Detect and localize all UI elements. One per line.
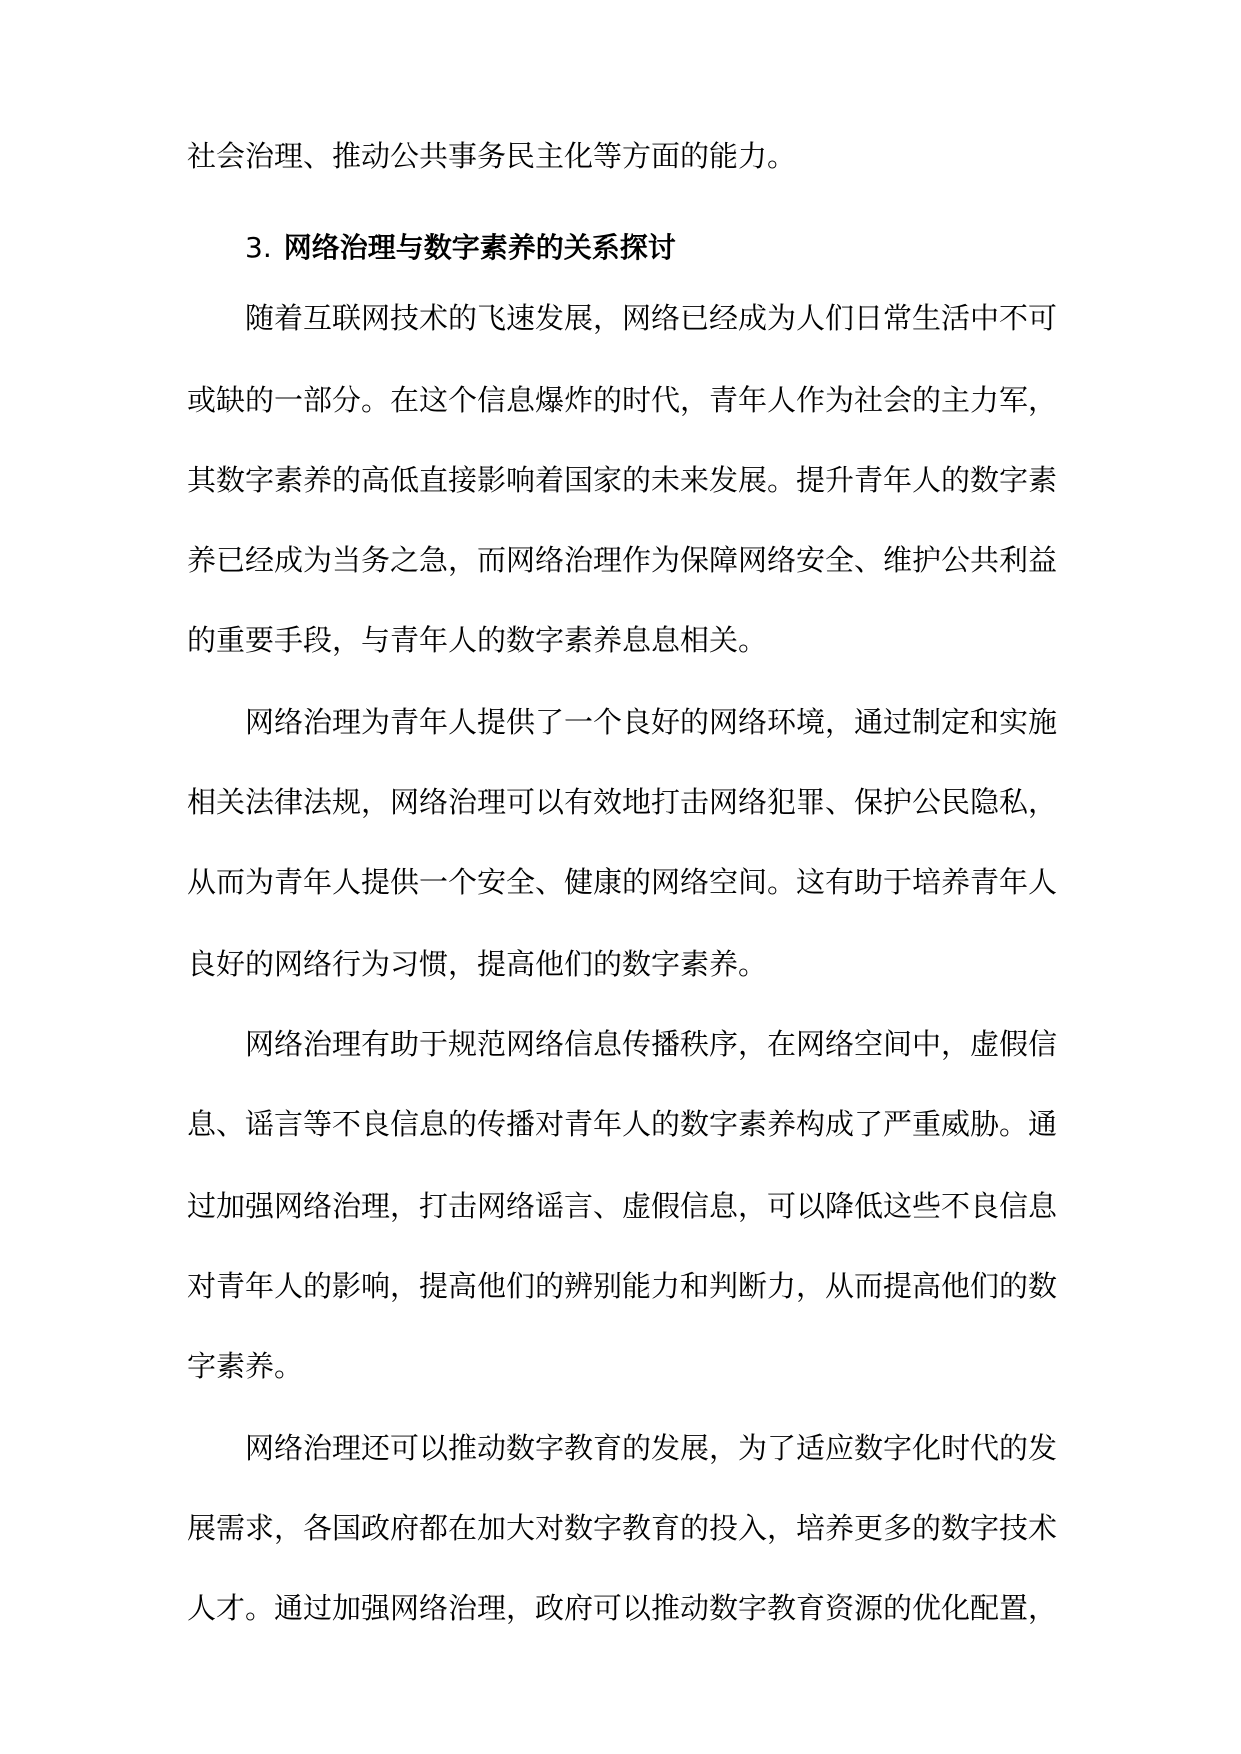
paragraph-line: 社会治理、推动公共事务民主化等方面的能力。 [187,139,797,173]
paragraph-line: 网络治理为青年人提供了一个良好的网络环境，通过制定和实施 [245,705,1058,739]
paragraph-line: 随着互联网技术的飞速发展，网络已经成为人们日常生活中不可 [245,301,1058,335]
paragraph-line: 从而为青年人提供一个安全、健康的网络空间。这有助于培养青年人 [187,865,1058,899]
paragraph-line: 过加强网络治理，打击网络谣言、虚假信息，可以降低这些不良信息 [187,1189,1058,1223]
section-number: 3. [245,231,272,264]
paragraph-line: 的重要手段，与青年人的数字素养息息相关。 [187,623,768,657]
section-title: 网络治理与数字素养的关系探讨 [283,231,676,264]
paragraph-line: 人才。通过加强网络治理，政府可以推动数字教育资源的优化配置， [187,1591,1058,1625]
paragraph-line: 或缺的一部分。在这个信息爆炸的时代，青年人作为社会的主力军， [187,383,1058,417]
paragraph-line: 对青年人的影响，提高他们的辨别能力和判断力，从而提高他们的数 [187,1269,1058,1303]
section-heading [245,228,676,268]
paragraph-line: 展需求，各国政府都在加大对数字教育的投入，培养更多的数字技术 [187,1511,1058,1545]
paragraph-line: 良好的网络行为习惯，提高他们的数字素养。 [187,947,768,981]
paragraph-line: 息、谣言等不良信息的传播对青年人的数字素养构成了严重威胁。通 [187,1107,1058,1141]
paragraph-line: 相关法律法规，网络治理可以有效地打击网络犯罪、保护公民隐私， [187,785,1058,819]
paragraph-line: 养已经成为当务之急，而网络治理作为保障网络安全、维护公共利益 [187,543,1058,577]
paragraph-line: 网络治理还可以推动数字教育的发展，为了适应数字化时代的发 [245,1431,1058,1465]
paragraph-line: 其数字素养的高低直接影响着国家的未来发展。提升青年人的数字素 [187,463,1058,497]
paragraph-line: 字素养。 [187,1349,304,1383]
paragraph-line: 网络治理有助于规范网络信息传播秩序，在网络空间中，虚假信 [245,1027,1058,1061]
